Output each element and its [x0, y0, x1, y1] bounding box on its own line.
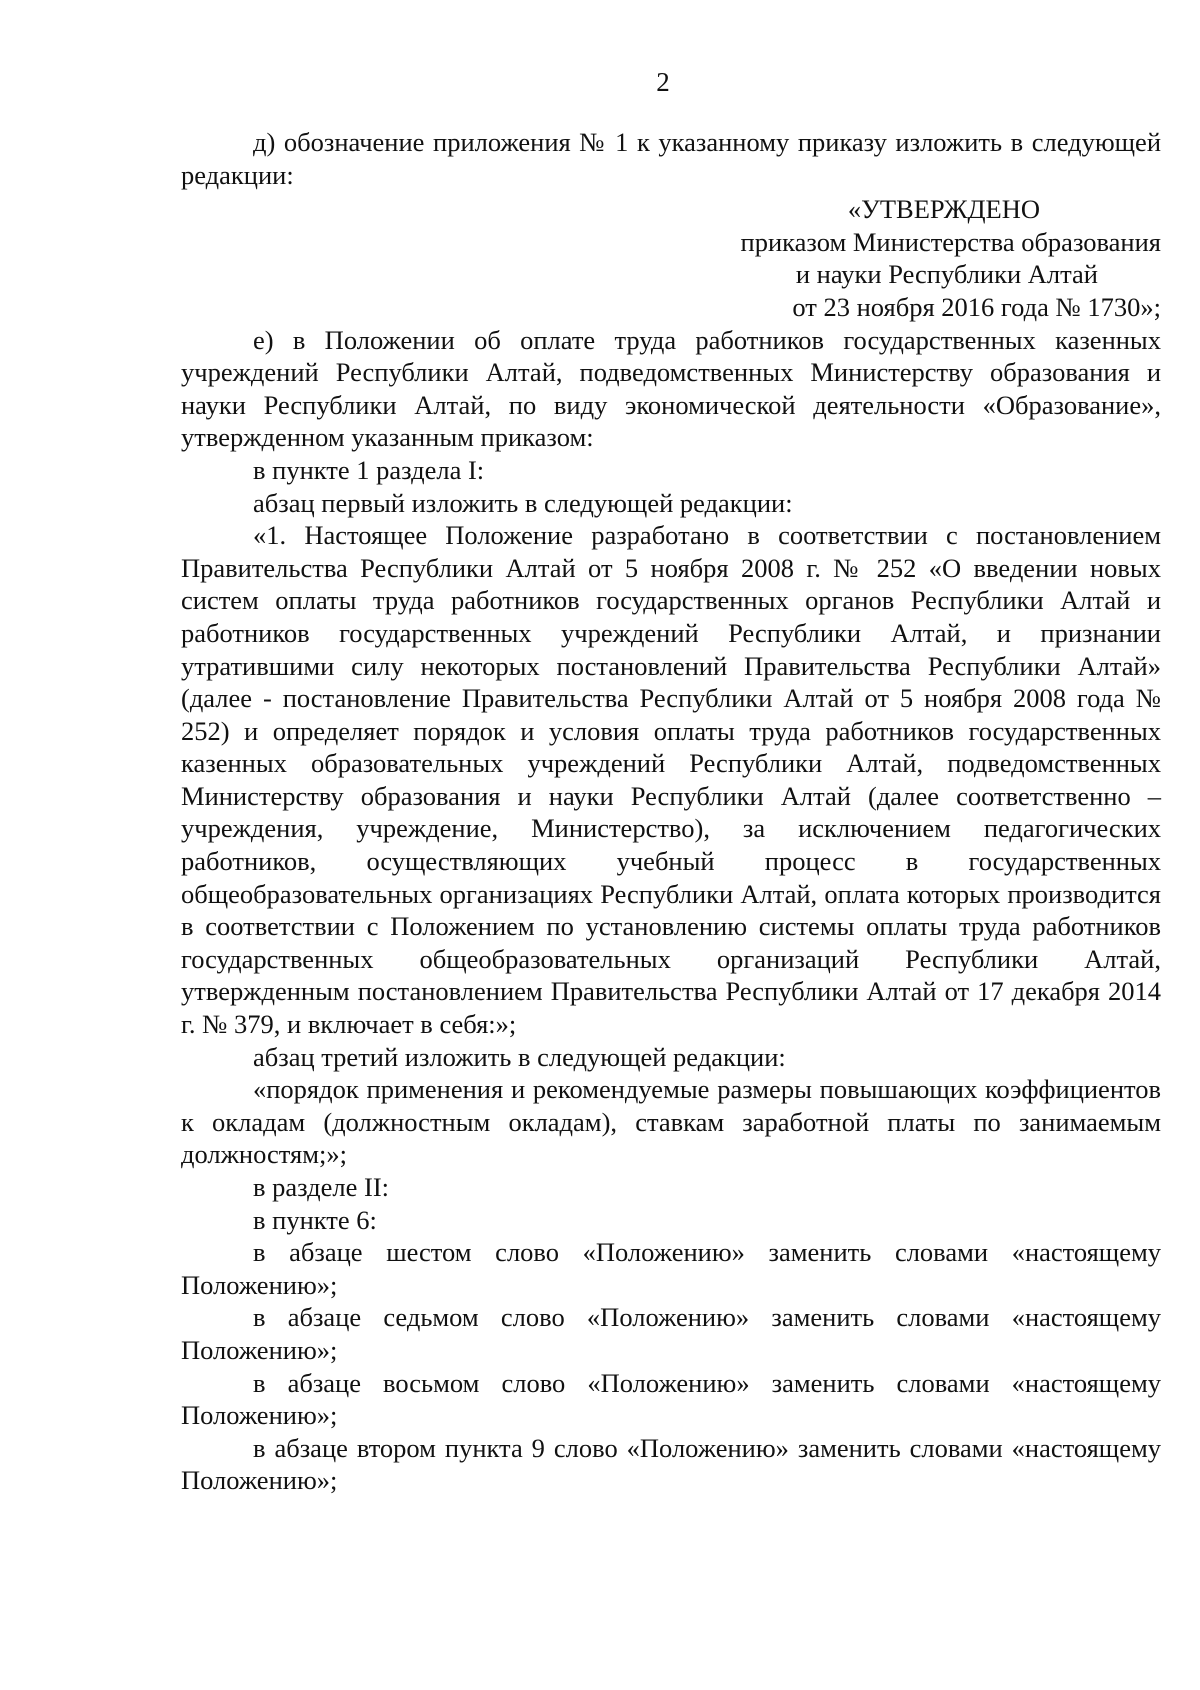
paragraph-first-abzac: абзац первый изложить в следующей редакции: [253, 487, 793, 518]
paragraph-quoted-clause-1: «1. Настоящее Положение разработано в соответствии с постановлением Правительства Республики Алтай от 5 ноября 2008 г. № 252 «О введении новых систем оплаты труда работников государственных органов Республики Алтай и работников государственных учреждений Республики Алтай, и признании утратившими силу некоторых постановлений Правительства Республики Алтай» (далее - постановление Правительства Республики Алтай от 5 ноября 2008 года № 252) и определяет порядок и условия оплаты труда работников государственных казенных образовательных учреждений Республики Алтай, подведомственных Министерству образования и науки Республики Алтай (далее соответственно – учреждения, учреждение, Министерство), за исключением педагогических работников, осуществляющих учебный процесс в государственных общеобразовательных организациях Республики Алтай, оплата которых производится в соответствии с Положением по установлению системы оплаты труда работников государственных общеобразовательных организаций Республики Алтай, утвержденным постановлением Правительства Республики Алтай от 17 декабря 2014 г. № 379, и включает в себя:»; [181, 520, 1161, 1040]
paragraph-third-abzac: абзац третий изложить в следующей редакции: [253, 1041, 786, 1072]
approval-heading: «УТВЕРЖДЕНО [847, 194, 1040, 225]
approval-line-date: от 23 ноября 2016 года № 1730»; [792, 291, 1161, 322]
paragraph-abzac-7: в абзаце седьмом слово «Положению» заменить словами «настоящему Положению»; [181, 1302, 1161, 1365]
page-number: 2 [656, 67, 670, 97]
approval-line-order: приказом Министерства образования [740, 226, 1161, 257]
paragraph-abzac-8: в абзаце восьмом слово «Положению» заменить словами «настоящему Положению»; [181, 1367, 1161, 1431]
paragraph-abzac-6: в абзаце шестом слово «Положению» заменить словами «настоящему Положению»; [181, 1237, 1161, 1300]
paragraph-quoted-coefficients: «порядок применения и рекомендуемые размеры повышающих коэффициентов к окладам (должностным окладам), ставкам заработной платы по занимаемым должностям;»; [181, 1074, 1161, 1170]
document-body [181, 126, 1161, 1497]
approval-block [181, 193, 1161, 323]
paragraph-section-2: в разделе II: [253, 1172, 390, 1202]
paragraph-point-6: в пункте 6: [253, 1204, 377, 1235]
paragraph-point-9: в абзаце втором пункта 9 слово «Положению» заменить словами «настоящему Положению»; [181, 1432, 1161, 1496]
approval-line-ministry: и науки Республики Алтай [795, 259, 1098, 290]
paragraph-item-e: е) в Положении об оплате труда работников государственных казенных учреждений Республики Алтай, подведомственных Министерству образования и науки Республики Алтай, по виду экономической деятельности «Образование», утвержденном указанным приказом: [181, 324, 1161, 453]
paragraph-item-d: д) обозначение приложения № 1 к указанному приказу изложить в следующей редакции: [181, 127, 1161, 190]
paragraph-section-1: в пункте 1 раздела I: [253, 454, 485, 485]
